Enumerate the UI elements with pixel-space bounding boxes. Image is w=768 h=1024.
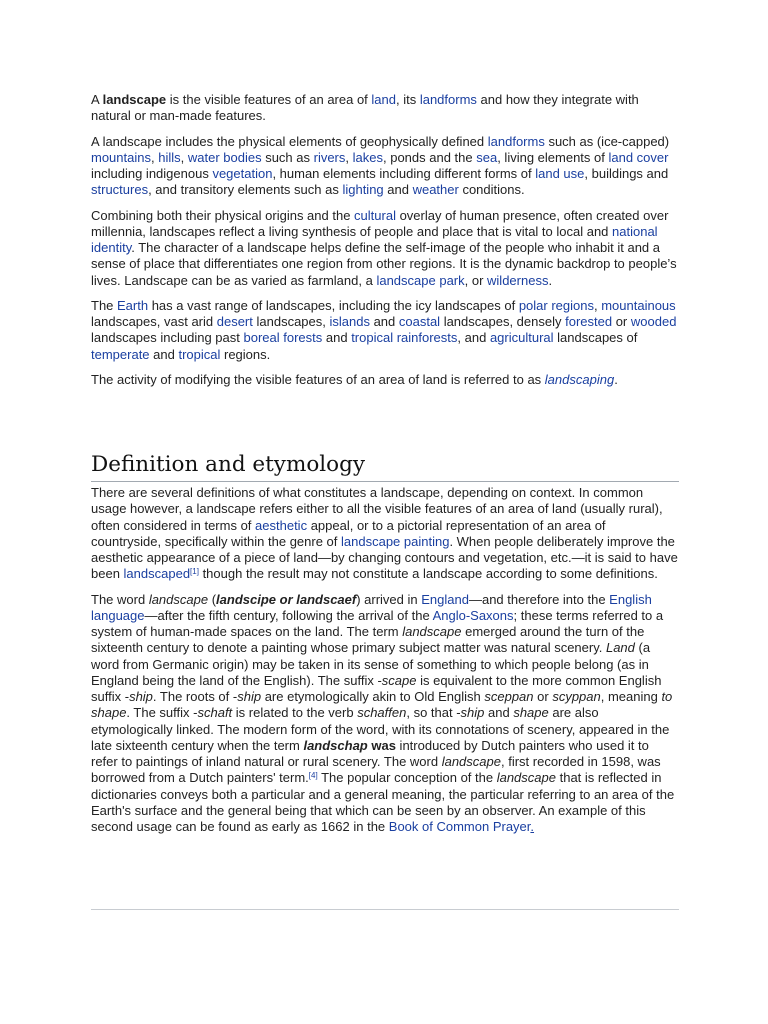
section-paragraph-1: There are several definitions of what constitutes a landscape, depending on context. In common usage however, a landscape refers either to all the visible features of an area of land (usually rural), often considered in terms of aesthetic appeal, or to a pictorial representation of an area of countryside, specifically within the genre of landscape painting. When people deliberately improve the aesthetic appearance of a piece of land—by changing contours and vegetation, etc.—it is said to have been landscaped[1] though the result may not constitute a landscape according to some definitions. bbox=[91, 485, 678, 582]
link-agricultural[interactable]: agricultural bbox=[489, 330, 554, 346]
link-landforms[interactable]: landforms bbox=[487, 133, 545, 149]
link-national-identity[interactable]: national identity bbox=[91, 223, 658, 255]
link-land-cover[interactable]: land cover bbox=[608, 149, 669, 165]
italic-term: ship bbox=[237, 689, 262, 704]
link-land[interactable]: land bbox=[371, 92, 396, 107]
link-aesthetic[interactable]: aesthetic bbox=[255, 517, 308, 533]
italic-term: scape bbox=[381, 672, 417, 688]
link-earth[interactable]: Earth bbox=[117, 297, 149, 313]
link-landscaped[interactable]: landscaped bbox=[123, 566, 191, 582]
italic-term: to shape bbox=[91, 689, 673, 721]
link-landscape-park[interactable]: landscape park bbox=[376, 272, 465, 288]
link-sea[interactable]: sea bbox=[476, 149, 498, 165]
section-body bbox=[91, 485, 679, 835]
bold-italic-term: landscipe or landscaef bbox=[216, 591, 357, 607]
link-mountainous[interactable]: mountainous bbox=[601, 297, 676, 313]
link-structures[interactable]: structures bbox=[91, 182, 149, 198]
link-lighting[interactable]: lighting bbox=[342, 182, 384, 198]
citation bbox=[190, 567, 199, 576]
italic-term: landscape bbox=[402, 624, 462, 639]
link-tropical-rainforests[interactable]: tropical rainforests bbox=[351, 330, 458, 346]
link-desert[interactable]: desert bbox=[216, 314, 253, 329]
link-forested[interactable]: forested bbox=[565, 314, 613, 329]
italic-term: sceppan bbox=[484, 689, 534, 704]
link-mountains[interactable]: mountains bbox=[91, 149, 151, 165]
intro-paragraph-4: The Earth has a vast range of landscapes, including the icy landscapes of polar regions, mountainous landscapes, vast arid desert landscapes, islands and coastal landscapes, densely forested or wooded landscapes including past boreal forests and tropical rainforests, and agricultural landscapes of temperate and tropical regions. bbox=[91, 297, 677, 362]
intro-paragraph-2: A landscape includes the physical elements of geophysically defined landforms such as (ice-capped) mountains, hills, water bodies such as rivers, lakes, ponds and the sea, living elements of land cover including indigenous vegetation, human elements including different forms of land use, buildings and structures, and transitory elements such as lighting and weather conditions. bbox=[91, 133, 670, 198]
bold-term: was bbox=[367, 737, 396, 753]
intro-paragraph-3: Combining both their physical origins and the cultural overlay of human presence, often created over millennia, landscapes reflect a living synthesis of people and place that is vital to local and national identity. The character of a landscape helps define the self-image of the people who inhabit it and a sense of place that differentiates one region from other regions. It is the dynamic backdrop to people’s lives. Landscape can be as varied as farmland, a landscape park, or wilderness. bbox=[91, 207, 677, 288]
citation bbox=[309, 771, 318, 780]
section-heading-wrap bbox=[91, 452, 679, 482]
italic-term: landscape bbox=[496, 770, 556, 786]
link-rivers[interactable]: rivers bbox=[313, 149, 346, 165]
link-landscaping[interactable]: landscaping bbox=[544, 371, 615, 387]
link-wilderness[interactable]: wilderness bbox=[487, 272, 549, 288]
link-islands[interactable]: islands bbox=[329, 314, 370, 329]
italic-term: landscape bbox=[148, 591, 209, 607]
link-cultural[interactable]: cultural bbox=[354, 207, 396, 223]
intro-paragraph-1: A landscape is the visible features of an area of land, its landforms and how they integrate with natural or man-made features. bbox=[91, 92, 639, 124]
bold-term: landscape bbox=[102, 92, 167, 107]
section-paragraph-2: The word landscape (landscipe or landscaef) arrived in England—and therefore into the English language—after the fifth century, following the arrival of the Anglo-Saxons; these terms referred to a system of human-made spaces on the land. The term landscape emerged around the turn of the sixteenth century to denote a painting whose primary subject matter was natural scenery. Land (a word from Germanic origin) may be taken in its sense of something to which people belong (as in England being the land of the English). The suffix -scape is equivalent to the more common English suffix -ship. The roots of -ship are etymologically akin to Old English sceppan or scyppan, meaning to shape. The suffix -schaft is related to the verb schaffen, so that -ship and shape are also etymologically linked. The modern form of the word, with its connotations of scenery, appeared in the late sixteenth century when the term landschap was introduced by Dutch painters who used it to refer to paintings of inland natural or rural scenery. The word landscape, first recorded in 1598, was borrowed from a Dutch painters' term.[4] The popular conception of the landscape that is reflected in dictionaries conveys both a particular and a general meaning, the particular referring to an area of the Earth's surface and the general being that which can be seen by an observer. An example of this second usage can be found as early as 1662 in the Book of Common Prayer. bbox=[91, 591, 675, 834]
italic-term: landscape bbox=[441, 754, 501, 769]
link-boreal-forests[interactable]: boreal forests bbox=[243, 330, 323, 346]
link-wooded[interactable]: wooded bbox=[630, 314, 677, 329]
link-vegetation[interactable]: vegetation bbox=[212, 166, 273, 181]
link-book-of-common-prayer[interactable]: Book of Common Prayer bbox=[388, 819, 531, 834]
italic-term: ship bbox=[129, 689, 153, 704]
link-england[interactable]: England bbox=[421, 591, 469, 607]
link-polar-regions[interactable]: polar regions bbox=[518, 297, 594, 313]
section-divider bbox=[91, 909, 679, 910]
link-land-use[interactable]: land use bbox=[535, 166, 585, 181]
italic-term: scyppan bbox=[552, 689, 601, 704]
italic-term: ship bbox=[460, 705, 485, 721]
italic-term: schaffen bbox=[357, 705, 407, 721]
link-anglo-saxons[interactable]: Anglo-Saxons bbox=[432, 607, 514, 623]
italic-term: shape bbox=[513, 705, 549, 721]
link-weather[interactable]: weather bbox=[412, 182, 459, 198]
link-landscape-painting[interactable]: landscape painting bbox=[341, 533, 450, 549]
italic-term: Land bbox=[605, 640, 635, 656]
link-trailing[interactable]: . bbox=[530, 819, 535, 834]
link-temperate[interactable]: temperate bbox=[91, 346, 150, 362]
link-hills[interactable]: hills bbox=[158, 149, 181, 165]
intro-paragraph-5: The activity of modifying the visible features of an area of land is referred to as landscaping. bbox=[91, 371, 618, 387]
link-english-language[interactable]: English language bbox=[91, 591, 652, 623]
article-intro bbox=[91, 92, 679, 388]
section-heading: Definition and etymology bbox=[91, 452, 679, 482]
link-landforms[interactable]: landforms bbox=[419, 92, 477, 107]
citation-link[interactable]: [4] bbox=[308, 771, 318, 781]
link-coastal[interactable]: coastal bbox=[398, 314, 441, 329]
bold-italic-term: landschap bbox=[303, 737, 368, 753]
italic-term: schaft bbox=[197, 705, 233, 721]
link-tropical[interactable]: tropical bbox=[178, 346, 221, 362]
link-lakes[interactable]: lakes bbox=[352, 149, 383, 165]
link-water-bodies[interactable]: water bodies bbox=[187, 149, 262, 165]
citation-link[interactable]: [1] bbox=[190, 567, 199, 577]
